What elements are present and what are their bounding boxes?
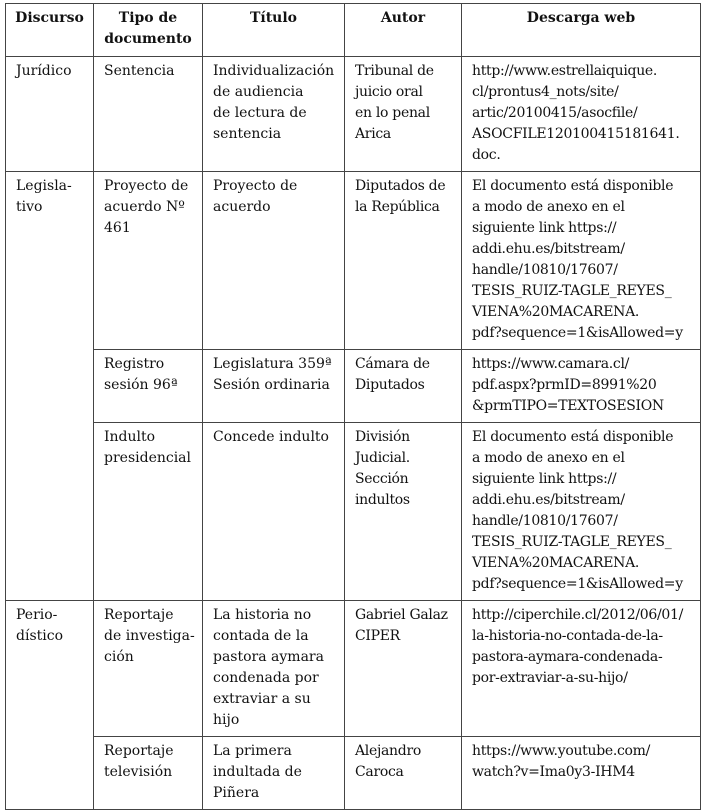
autor-cell: División Judicial. Sección indultos [345, 423, 462, 601]
header-titulo: Título [203, 4, 345, 57]
tipo-cell: Sentencia [94, 57, 203, 172]
titulo-cell: La primera indultada de Piñera [203, 737, 345, 810]
titulo-cell: Proyecto de acuerdo [203, 172, 345, 350]
autor-cell: Cámara de Diputados [345, 350, 462, 423]
descarga-cell: El documento está disponible a modo de anexo en el siguiente link https:// addi.ehu.es/bitstream/ handle/10810/17607/ TESIS_RUIZ-TAGLE_REYES_ VIENA%20MACARENA. pdf?sequence=1&isAllowed=y [462, 423, 701, 601]
discurso-cell: Jurídico [6, 57, 94, 172]
discurso-cell: Perio- dístico [6, 601, 94, 810]
table-row [6, 350, 701, 423]
autor-cell: Gabriel Galaz CIPER [345, 601, 462, 737]
descarga-cell: https://www.youtube.com/ watch?v=Ima0y3-IHM4 [462, 737, 701, 810]
tipo-cell: Reportaje de investiga- ción [94, 601, 203, 737]
discurso-cell: Legisla- tivo [6, 172, 94, 601]
header-discurso: Discurso [6, 4, 94, 57]
tipo-cell: Reportaje televisión [94, 737, 203, 810]
descarga-cell: https://www.camara.cl/ pdf.aspx?prmID=8991%20 &prmTIPO=TEXTOSESION [462, 350, 701, 423]
descarga-cell: El documento está disponible a modo de anexo en el siguiente link https:// addi.ehu.es/bitstream/ handle/10810/17607/ TESIS_RUIZ-TAGLE_REYES_ VIENA%20MACARENA. pdf?sequence=1&isAllowed=y [462, 172, 701, 350]
titulo-cell: Legislatura 359ª Sesión ordinaria [203, 350, 345, 423]
titulo-cell: Individualización de audiencia de lectura de sentencia [203, 57, 345, 172]
tipo-cell: Proyecto de acuerdo Nº 461 [94, 172, 203, 350]
header-autor: Autor [345, 4, 462, 57]
table-row [6, 737, 701, 810]
descarga-cell: http://ciperchile.cl/2012/06/01/ la-historia-no-contada-de-la- pastora-aymara-condenada- por-extraviar-a-su-hijo/ [462, 601, 701, 737]
table-row [6, 423, 701, 601]
tipo-cell: Registro sesión 96ª [94, 350, 203, 423]
autor-cell: Alejandro Caroca [345, 737, 462, 810]
tipo-cell: Indulto presidencial [94, 423, 203, 601]
autor-cell: Diputados de la República [345, 172, 462, 350]
table-row [6, 601, 701, 737]
titulo-cell: Concede indulto [203, 423, 345, 601]
header-tipo-de-documento: Tipo de documento [94, 4, 203, 57]
descarga-cell: http://www.estrellaiquique. cl/prontus4_nots/site/ artic/20100415/asocfile/ ASOCFILE120100415181641. doc. [462, 57, 701, 172]
table-row [6, 57, 701, 172]
header-descarga-web: Descarga web [462, 4, 701, 57]
table-row [6, 172, 701, 350]
sources-table [5, 3, 701, 810]
header-row [6, 4, 701, 57]
autor-cell: Tribunal de juicio oral en lo penal Arica [345, 57, 462, 172]
titulo-cell: La historia no contada de la pastora aymara condenada por extraviar a su hijo [203, 601, 345, 737]
